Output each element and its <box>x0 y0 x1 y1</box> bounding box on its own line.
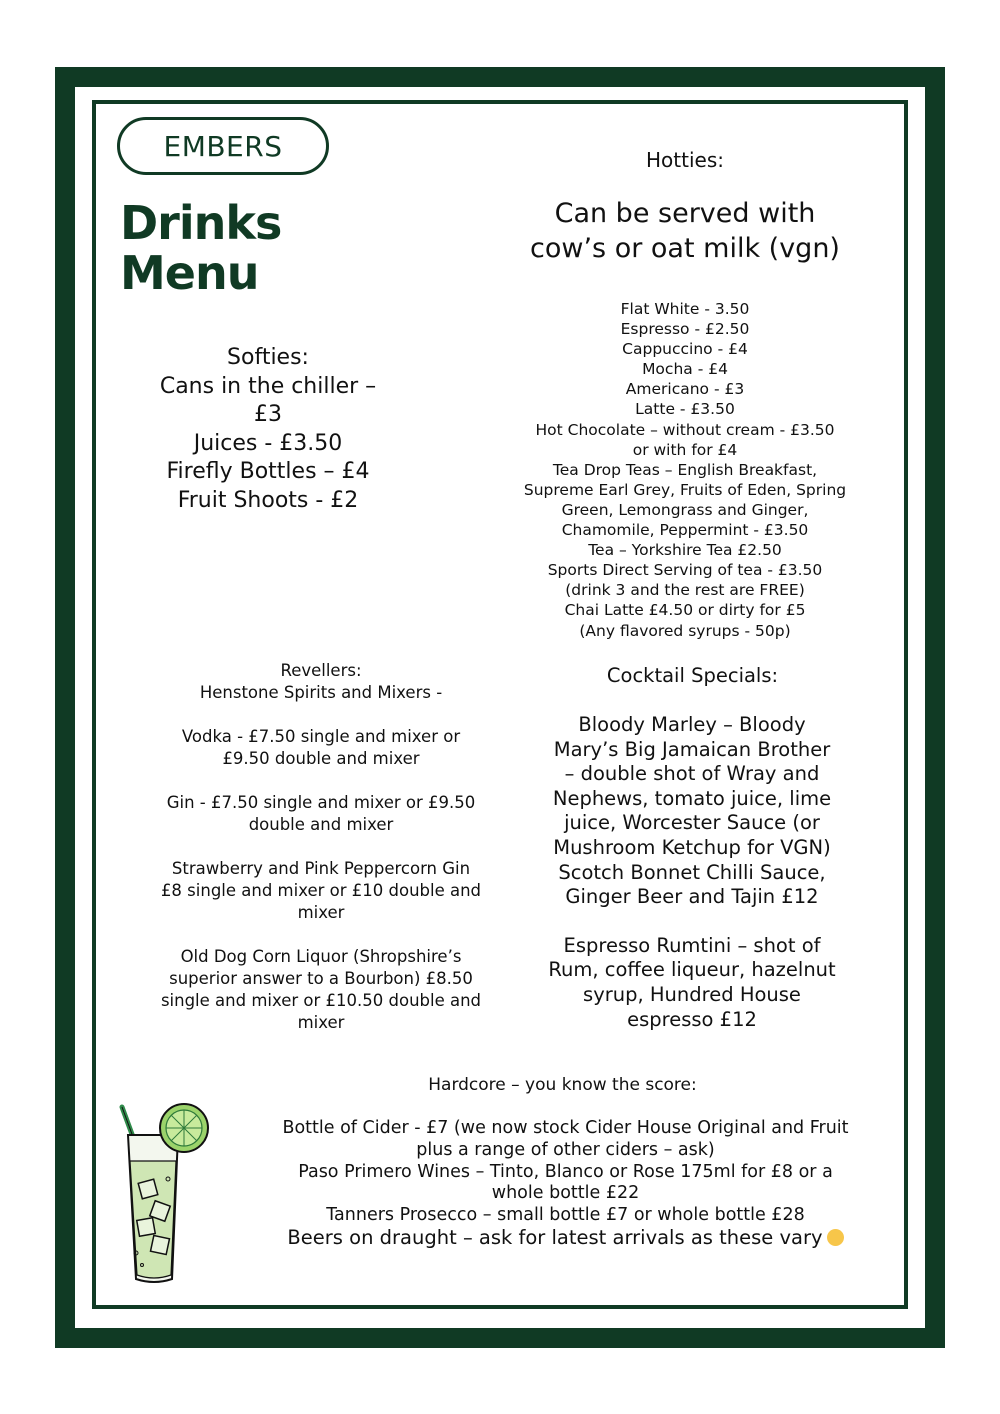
list-item: £9.50 double and mixer <box>222 749 420 768</box>
page-title <box>120 198 281 298</box>
lime-slice-icon <box>160 1104 208 1152</box>
list-item: double and mixer <box>248 815 394 834</box>
list-item: £3 <box>254 402 282 427</box>
list-item: Nephews, tomato juice, lime <box>552 786 832 810</box>
list-item: Rum, coffee liqueur, hazelnut <box>548 958 836 982</box>
list-item: Flat White - 3.50 <box>620 300 750 318</box>
hotties-heading: Hotties: <box>646 148 724 172</box>
list-item: espresso £12 <box>627 1007 757 1031</box>
list-item: Chamomile, Peppermint - £3.50 <box>561 521 809 540</box>
list-item: (drink 3 and the rest are FREE) <box>565 581 805 600</box>
list-item: (Any flavored syrups - 50p) <box>579 621 791 640</box>
list-item: Firefly Bottles – £4 <box>166 459 370 484</box>
list-item: Hot Chocolate – without cream - £3.50 <box>535 420 835 439</box>
revellers-heading: Revellers: <box>280 661 362 680</box>
list-item: Strawberry and Pink Peppercorn Gin <box>171 859 471 878</box>
list-item <box>228 1227 903 1249</box>
list-item: Ginger Beer and Tajin £12 <box>565 885 819 909</box>
list-item: Supreme Earl Grey, Fruits of Eden, Spring <box>523 480 847 499</box>
list-item: Cappuccino - £4 <box>622 340 748 359</box>
list-item: Sports Direct Serving of tea - £3.50 <box>547 561 823 580</box>
list-item: Scotch Bonnet Chilli Sauce, <box>558 860 826 884</box>
list-item: Paso Primero Wines – Tinto, Blanco or Rose 175ml for £8 or a <box>298 1161 833 1182</box>
list-item: £8 single and mixer or £10 double and <box>160 881 482 900</box>
list-item: mixer <box>297 903 345 922</box>
list-item: syrup, Hundred House <box>583 982 801 1006</box>
cocktails-section <box>518 713 866 1032</box>
list-item: Americano - £3 <box>625 380 745 399</box>
watermark-mark <box>398 590 404 611</box>
beers-line: Beers on draught – ask for latest arrivals as these vary <box>287 1225 823 1249</box>
softies-section <box>130 344 406 515</box>
list-item: superior answer to a Bourbon) £8.50 <box>169 969 473 988</box>
smiley-icon <box>827 1229 844 1246</box>
list-item: plus a range of other ciders – ask) <box>416 1139 715 1160</box>
list-item: Vodka - £7.50 single and mixer or <box>181 727 461 746</box>
list-item: Tea – Yorkshire Tea £2.50 <box>588 541 782 560</box>
list-item: single and mixer or £10.50 double and <box>160 991 482 1010</box>
hotties-sub-line: Can be served with <box>554 198 816 229</box>
list-item: Tea Drop Teas – English Breakfast, <box>552 460 818 479</box>
list-item: mixer <box>297 1013 345 1032</box>
revellers-section <box>130 660 512 1034</box>
list-item: juice, Worcester Sauce (or <box>564 811 820 835</box>
hardcore-heading: Hardcore – you know the score: <box>428 1075 697 1095</box>
list-item: Chai Latte £4.50 or dirty for £5 <box>564 601 806 620</box>
list-item: Mushroom Ketchup for VGN) <box>553 835 831 859</box>
cocktail-glass-icon <box>112 1095 218 1291</box>
cocktails-heading: Cocktail Specials: <box>606 664 779 687</box>
title-line-2: Menu <box>120 246 259 300</box>
list-item: Fruit Shoots - £2 <box>177 487 359 513</box>
list-item: Bloody Marley – Bloody <box>578 713 806 736</box>
hotties-subheading <box>490 196 880 266</box>
hotties-list <box>490 299 880 641</box>
list-item: Juices - £3.50 <box>193 430 343 456</box>
list-item: Old Dog Corn Liquor (Shropshire’s <box>180 947 462 966</box>
hotties-sub-line: cow’s or oat milk (vgn) <box>530 233 840 264</box>
title-line-1: Drinks <box>120 196 282 250</box>
list-item: Mary’s Big Jamaican Brother <box>553 737 831 761</box>
brand-badge: EMBERS <box>117 117 329 175</box>
list-item: Espresso Rumtini – shot of <box>563 933 821 957</box>
list-item: – double shot of Wray and <box>564 762 820 786</box>
list-item: Latte - £3.50 <box>635 400 735 419</box>
list-item: Tanners Prosecco – small bottle £7 or whole bottle £28 <box>326 1205 805 1226</box>
list-item: Mocha - £4 <box>642 360 728 379</box>
list-item: Bottle of Cider - £7 (we now stock Cider House Original and Fruit <box>282 1118 849 1138</box>
list-item: whole bottle £22 <box>491 1183 640 1204</box>
hardcore-section <box>228 1118 903 1249</box>
list-item: Gin - £7.50 single and mixer or £9.50 <box>166 793 476 812</box>
list-item: Espresso - £2.50 <box>620 320 750 339</box>
softies-heading: Softies: <box>227 345 309 370</box>
list-item: Cans in the chiller – <box>159 373 377 399</box>
list-item: or with for £4 <box>632 440 738 459</box>
list-item: Green, Lemongrass and Ginger, <box>561 500 809 519</box>
revellers-subheading: Henstone Spirits and Mixers - <box>199 683 443 702</box>
